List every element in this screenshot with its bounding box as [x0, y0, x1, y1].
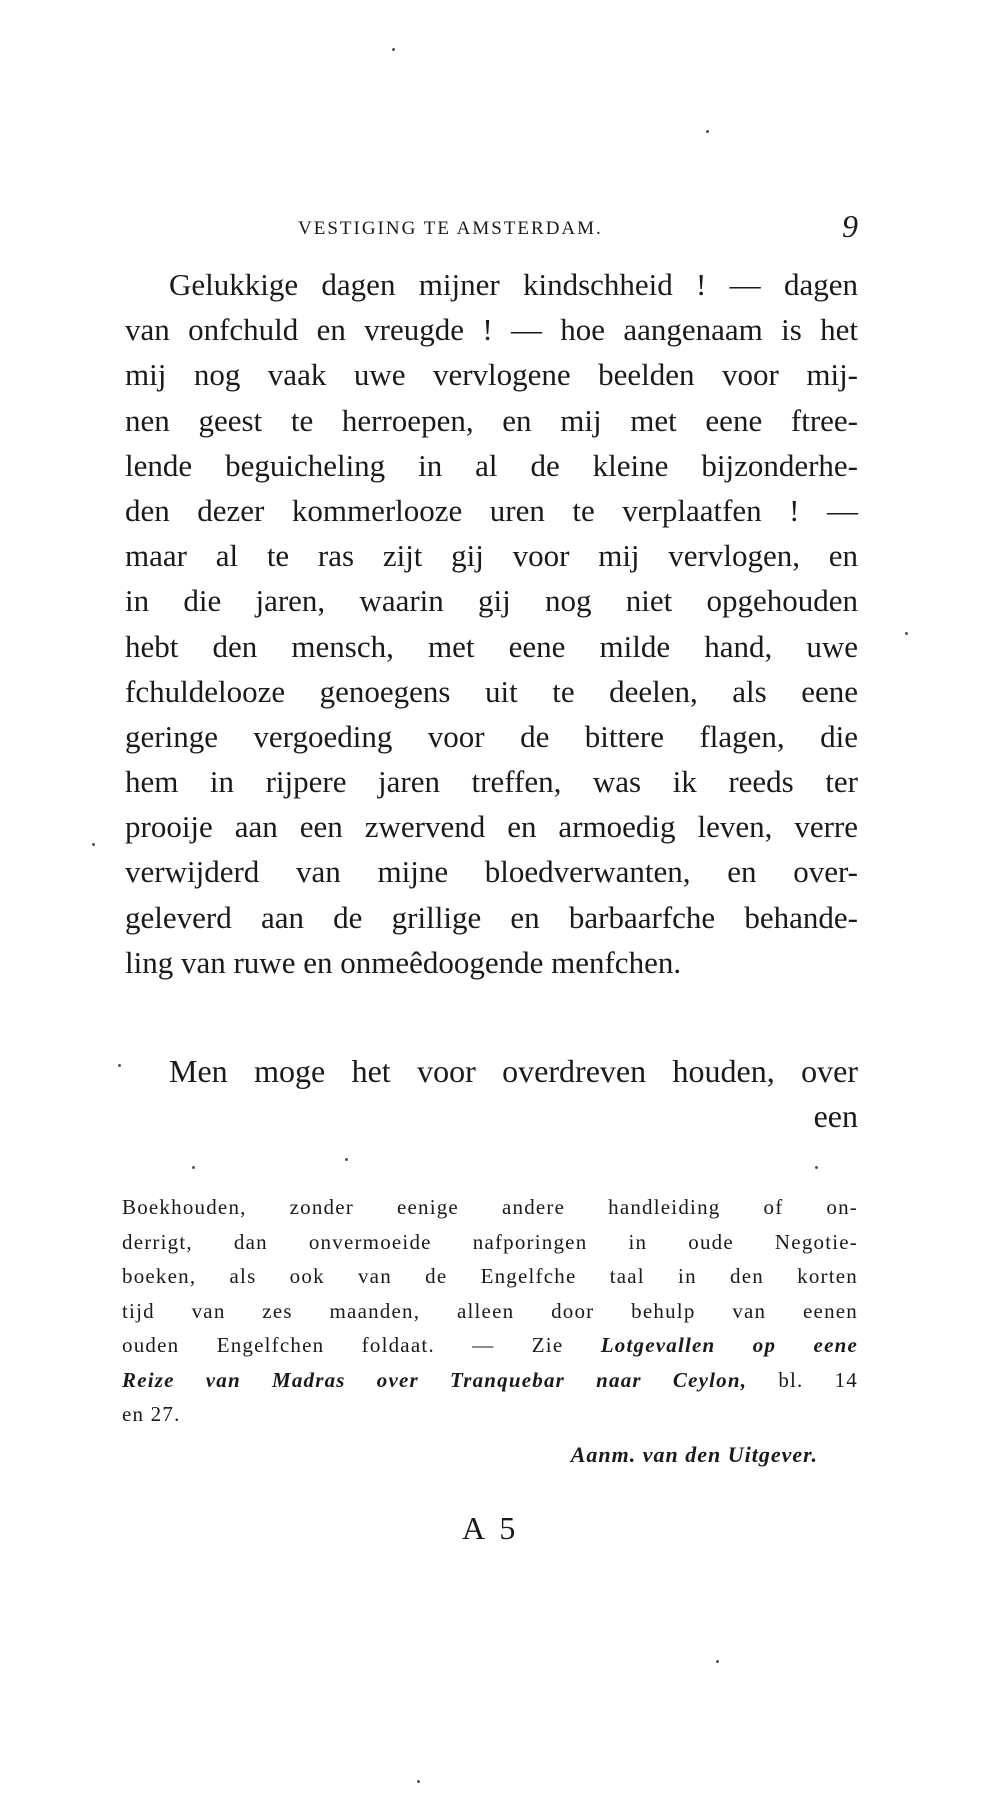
paper-speck [417, 1780, 420, 1783]
editor-attribution: Aanm. van den Uitgever. [570, 1442, 818, 1467]
paragraph-1 [125, 262, 858, 985]
paragraph-2 [125, 1048, 858, 1139]
footnote [122, 1190, 858, 1432]
page-number: 9 [842, 208, 858, 244]
text-line: geleverd aan de grillige en barbaarfche behande- [125, 899, 858, 935]
text-line: hem in rijpere jaren treffen, was ik reeds ter [125, 764, 858, 800]
text-line: mij nog vaak uwe vervlogene beelden voor mij- [125, 357, 858, 393]
text-line: nen geest te herroepen, en mij met eene ftree- [125, 402, 858, 438]
text-line: Men moge het voor overdreven houden, over [169, 1053, 858, 1089]
footnote-reference-title-cont: Reize van Madras over Tranquebar naar Ceylon, [122, 1367, 748, 1392]
text-line: lende beguicheling in al de kleine bijzonderhe- [125, 447, 858, 483]
footnote-line [122, 1363, 858, 1398]
text-line: Gelukkige dagen mijner kindschheid ! — dagen [169, 267, 858, 302]
footnote-page-ref: bl. 14 [778, 1367, 858, 1392]
page-header [128, 208, 858, 252]
text-line: den dezer kommerlooze uren te verplaatfen ! — [125, 492, 858, 528]
paper-speck [92, 843, 95, 846]
signature-mark: A 5 [462, 1510, 520, 1546]
text-line: maar al te ras zijt gij voor mij vervlogen, en [125, 538, 858, 574]
paper-speck [905, 632, 908, 635]
text-line: in die jaren, waarin gij nog niet opgehouden [125, 583, 858, 619]
footnote-line: tijd van zes maanden, alleen door behulp van eenen [122, 1298, 858, 1323]
paper-speck [118, 1064, 121, 1067]
running-head: VESTIGING TE AMSTERDAM. [298, 218, 603, 239]
footnote-line-text: ouden Engelfchen foldaat. — Zie [122, 1333, 564, 1357]
footnote-line: derrigt, dan onvermoeide nafporingen in oude Negotie- [122, 1229, 858, 1254]
catchword: een [813, 1098, 858, 1135]
text-line: prooije aan een zwervend en armoedig leven, verre [125, 809, 858, 845]
footnote-reference-title: Lotgevallen op eene [600, 1333, 858, 1357]
footnote-line: boeken, als ook van de Engelfche taal in den korten [122, 1264, 858, 1288]
text-line: fchuldelooze genoegens uit te deelen, als eene [125, 673, 858, 709]
footnote-line: en 27. [122, 1402, 181, 1426]
paper-speck [815, 1166, 818, 1169]
text-line: verwijderd van mijne bloedverwanten, en over- [125, 854, 858, 890]
paper-speck [192, 1166, 195, 1169]
text-line: hebt den mensch, met eene milde hand, uwe [125, 628, 858, 664]
paper-speck [706, 130, 709, 133]
paper-speck [345, 1158, 348, 1161]
text-line: ling van ruwe en onmeêdoogende menfchen. [125, 944, 682, 980]
text-line: van onfchuld en vreugde ! — hoe aangenaam is het [125, 312, 858, 348]
footnote-line: Boekhouden, zonder eenige andere handleiding of on- [122, 1195, 858, 1219]
footnote-line [122, 1328, 858, 1363]
paper-speck [392, 48, 395, 51]
paper-speck [716, 1660, 719, 1663]
text-line: geringe vergoeding voor de bittere flagen, die [125, 718, 858, 754]
